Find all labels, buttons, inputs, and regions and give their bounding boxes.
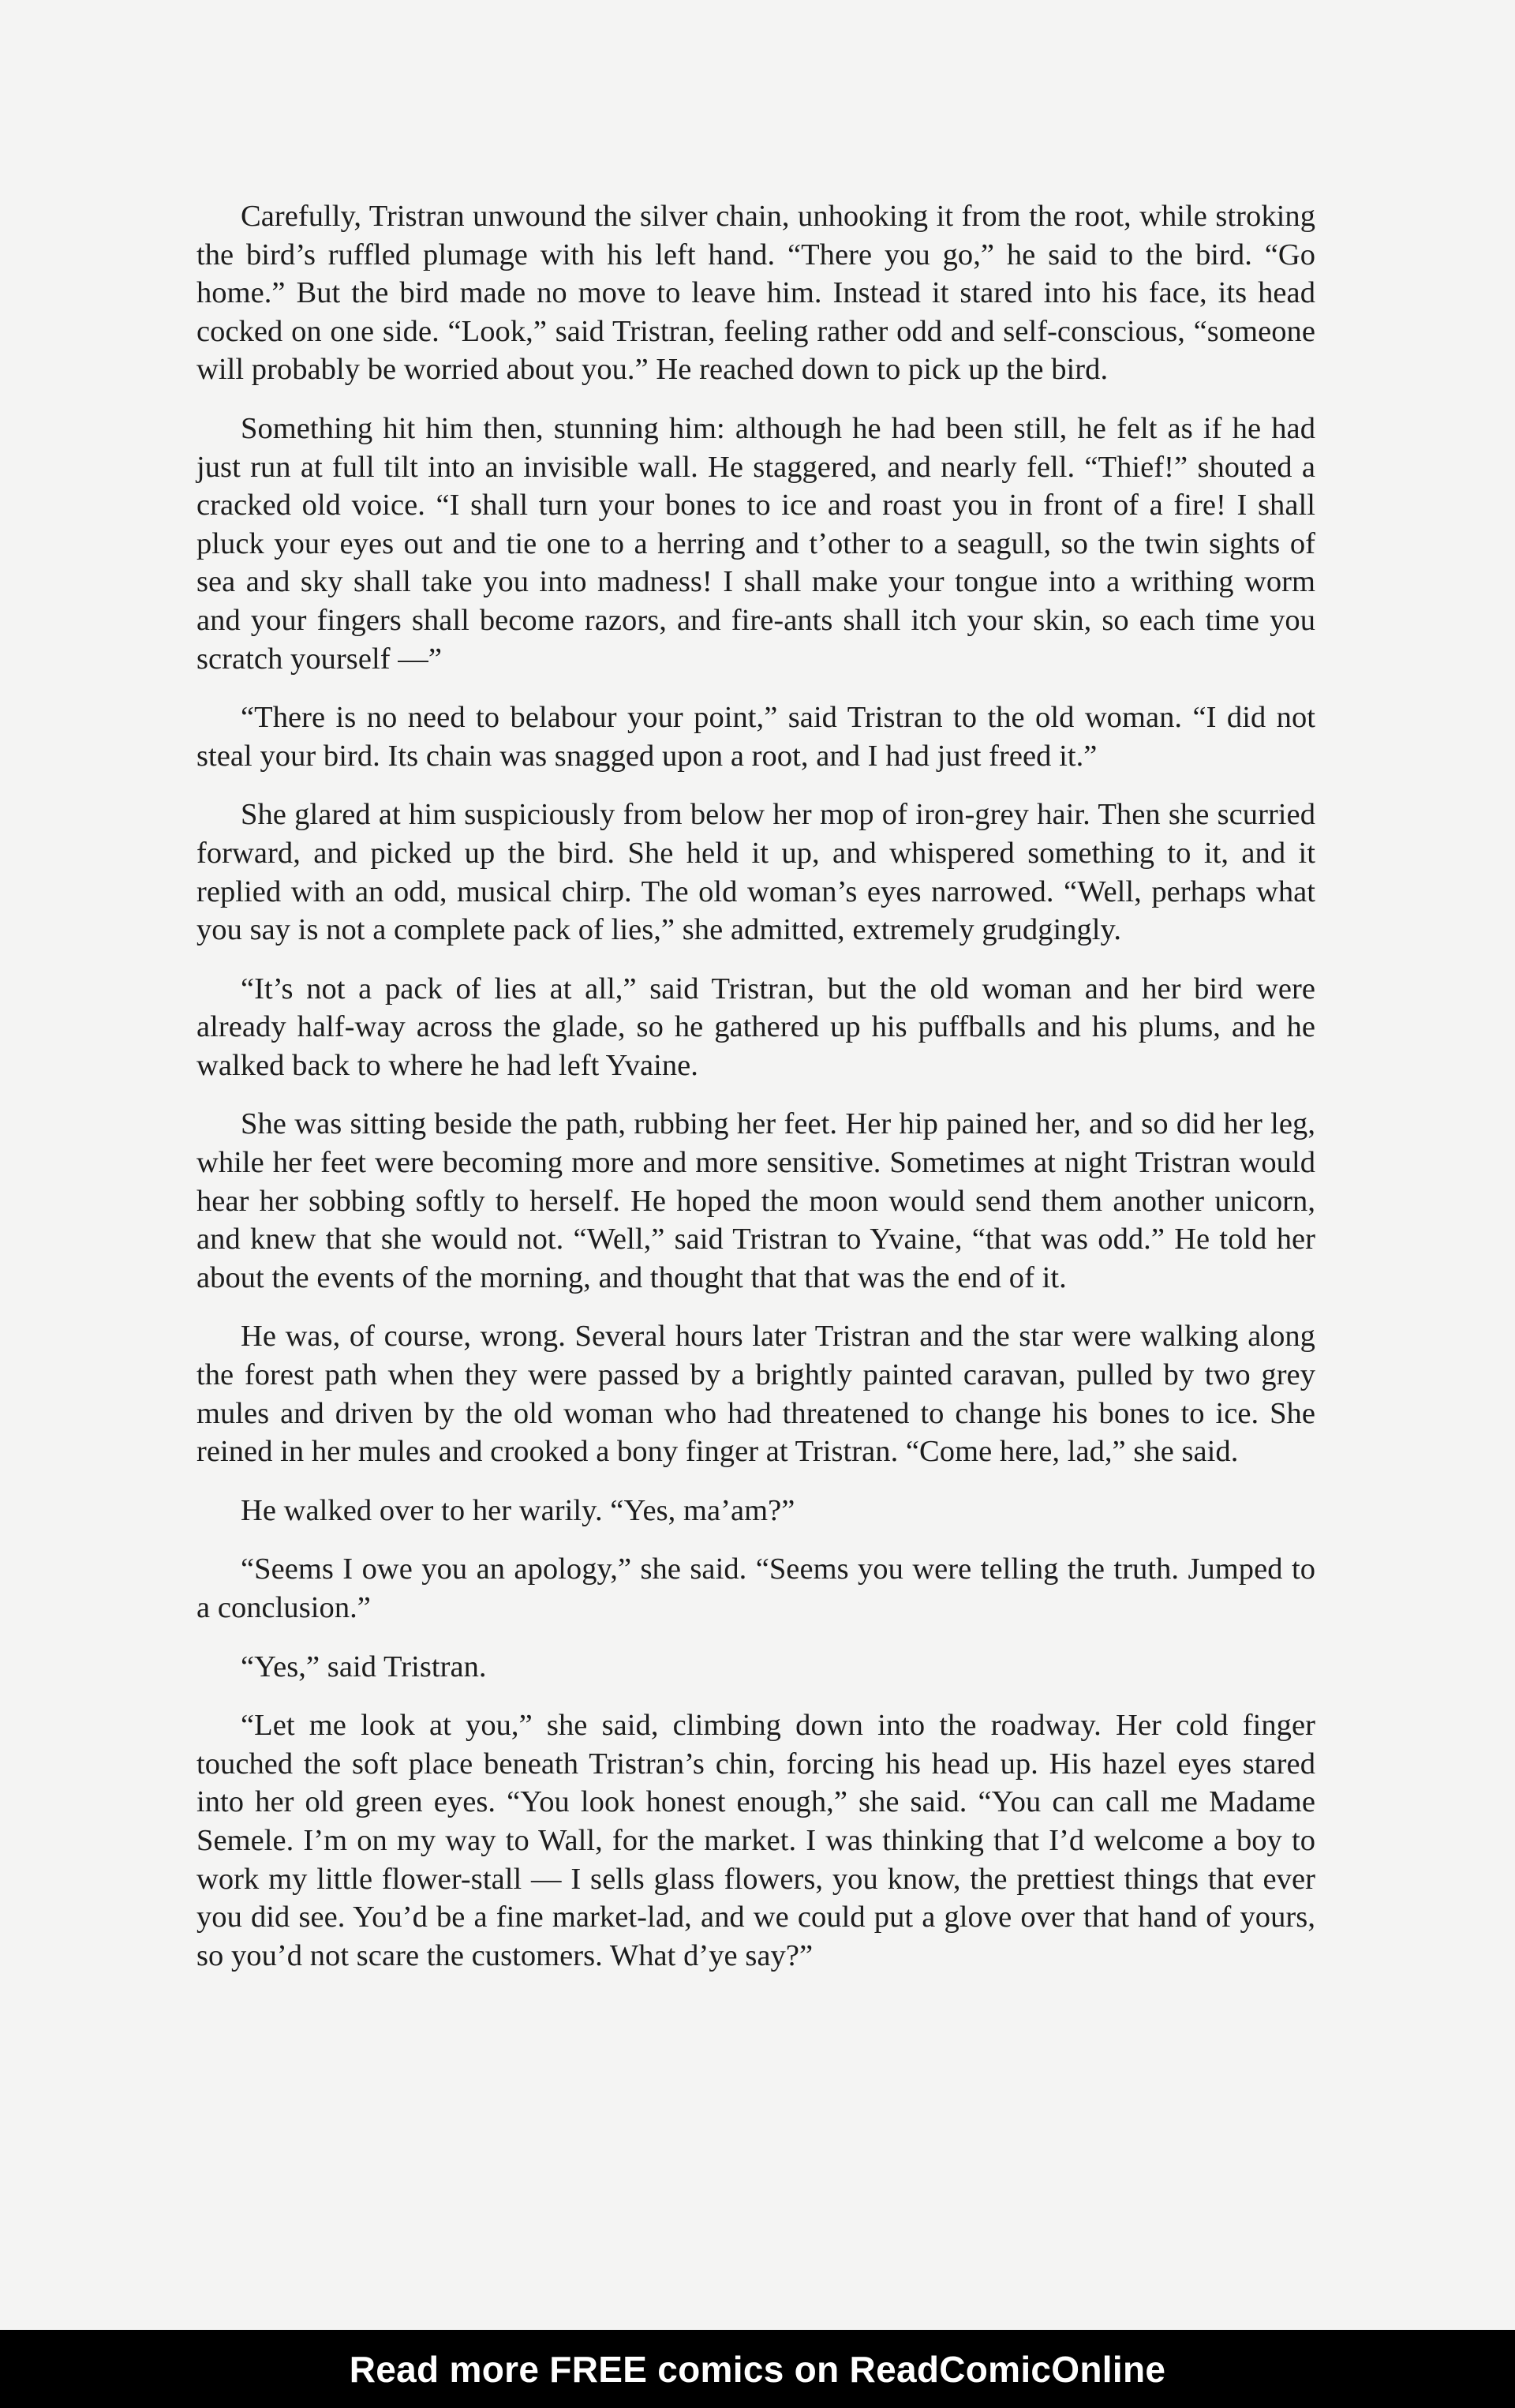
paragraph: “Let me look at you,” she said, climbing down into the roadway. Her cold finger touched the soft place beneath Tristran’s chin, forcing his head up. His hazel eyes stared into her old green eyes. “You look honest enough,” she said. “You can call me Madame Semele. I’m on my way to Wall, for the market. I was thinking that I’d welcome a boy to work my little flower-stall — I sells glass flowers, you know, the prettiest things that ever you did see. You’d be a fine market-lad, and we could put a glove over that hand of yours, so you’d not scare the customers. What d’ye say?” [196, 1709, 1315, 1972]
paragraph: She was sitting beside the path, rubbing her feet. Her hip pained her, and so did her leg, while her feet were becoming more and more sensitive. Sometimes at night Tristran would hear her sobbing softly to herself. He hoped the moon would send them another unicorn, and knew that she would not. “Well,” said Tristran to Yvaine, “that was odd.” He told her about the events of the morning, and thought that that was the end of it. [196, 1107, 1315, 1294]
promo-banner[interactable] [0, 2330, 1515, 2408]
page-text [196, 197, 1315, 1995]
paragraph: “It’s not a pack of lies at all,” said Tristran, but the old woman and her bird were already half-way across the glade, so he gathered up his puffballs and his plums, and he walked back to where he had left Yvaine. [196, 972, 1315, 1082]
paragraph: Something hit him then, stunning him: although he had been still, he felt as if he had just run at full tilt into an invisible wall. He staggered, and nearly fell. “Thief!” shouted a cracked old voice. “I shall turn your bones to ice and roast you in front of a fire! I shall pluck your eyes out and tie one to a herring and t’other to a seagull, so the twin sights of sea and sky shall take you into madness! I shall make your tongue into a writhing worm and your fingers shall become razors, and fire-ants shall itch your skin, so each time you scratch yourself —” [196, 411, 1315, 676]
paragraph: “Yes,” said Tristran. [241, 1650, 487, 1683]
paragraph: He walked over to her warily. “Yes, ma’am?” [241, 1493, 795, 1527]
promo-banner-text[interactable]: Read more FREE comics on ReadComicOnline [349, 2348, 1166, 2390]
paragraph: “There is no need to belabour your point,” said Tristran to the old woman. “I did not steal your bird. Its chain was snagged upon a root, and I had just freed it.” [196, 701, 1315, 773]
paragraph: She glared at him suspiciously from below her mop of iron-grey hair. Then she scurried forward, and picked up the bird. She held it up, and whispered something to it, and it replied with an odd, musical chirp. The old woman’s eyes narrowed. “Well, perhaps what you say is not a complete pack of lies,” she admitted, extremely grudgingly. [196, 798, 1315, 947]
paragraph: “Seems I owe you an apology,” she said. “Seems you were telling the truth. Jumped to a conclusion.” [196, 1552, 1315, 1624]
paragraph: Carefully, Tristran unwound the silver chain, unhooking it from the root, while stroking the bird’s ruffled plumage with his left hand. “There you go,” he said to the bird. “Go home.” But the bird made no move to leave him. Instead it stared into his face, its head cocked on one side. “Look,” said Tristran, feeling rather odd and self-conscious, “someone will probably be worried about you.” He reached down to pick up the bird. [196, 200, 1315, 387]
paragraph: He was, of course, wrong. Several hours later Tristran and the star were walking along the forest path when they were passed by a brightly painted caravan, pulled by two grey mules and driven by the old woman who had threatened to change his bones to ice. She reined in her mules and crooked a bony finger at Tristran. “Come here, lad,” she said. [196, 1320, 1315, 1469]
